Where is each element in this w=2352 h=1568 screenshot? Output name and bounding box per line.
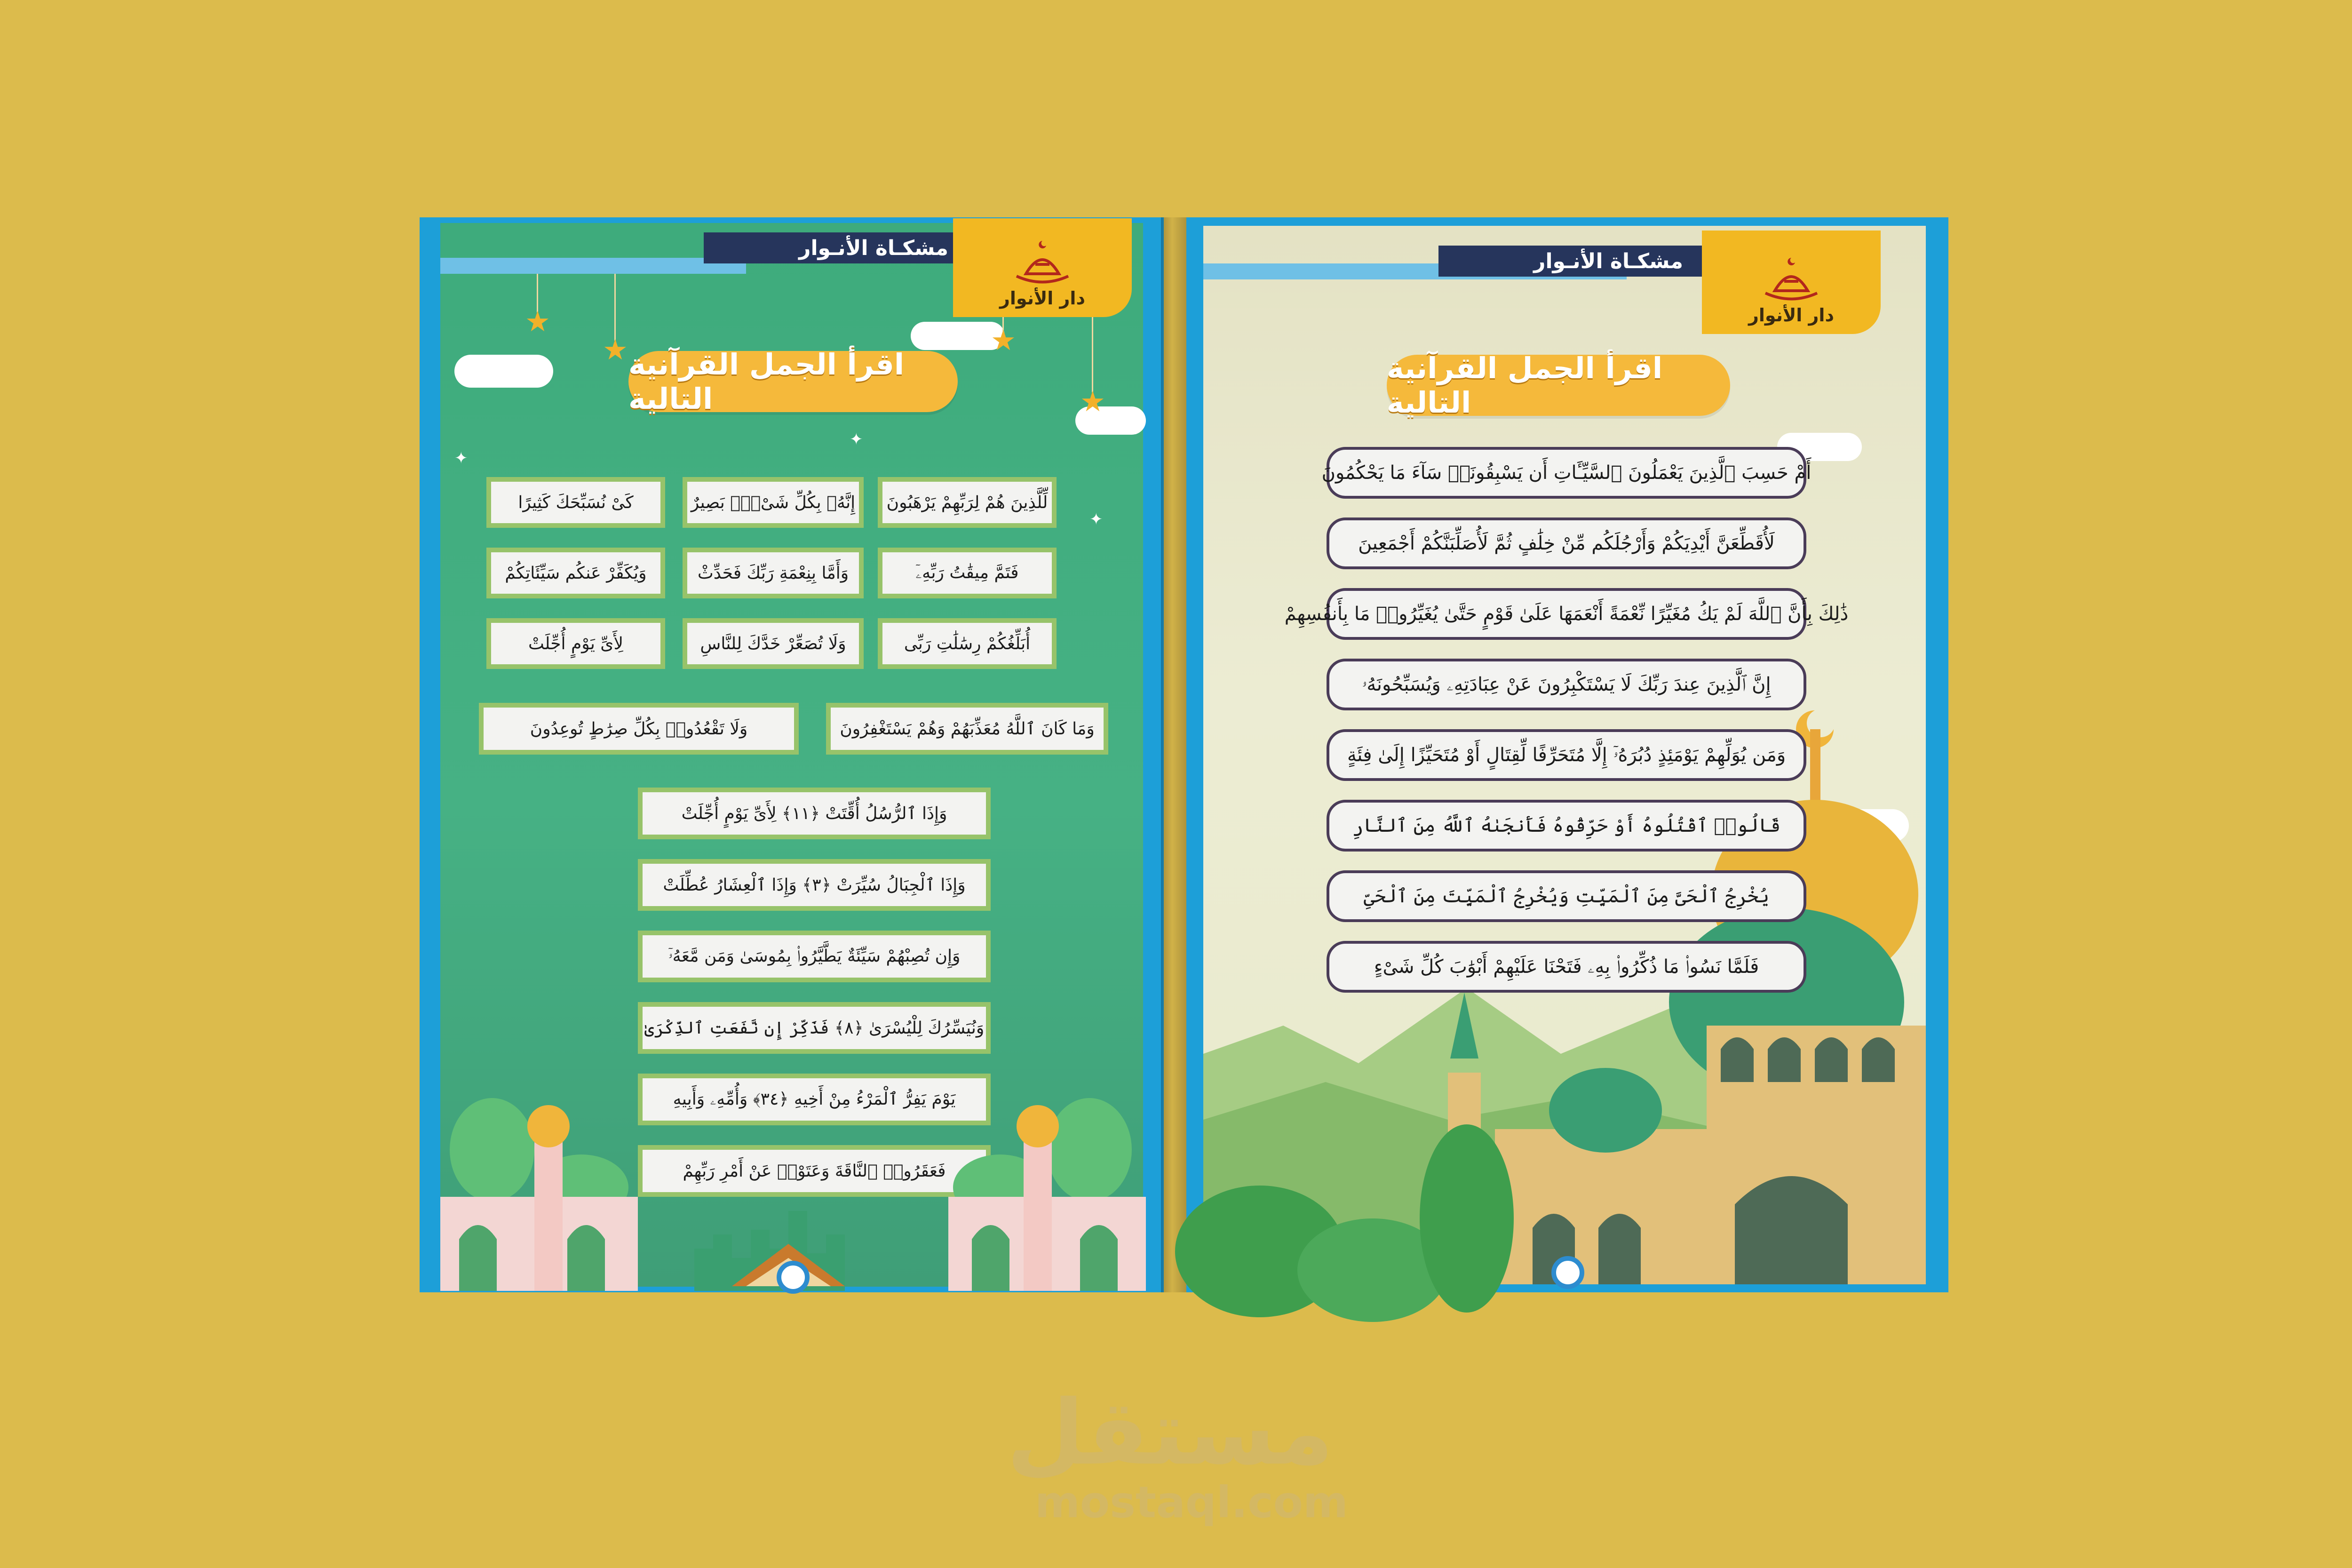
left-page [420,217,1164,1292]
sparkle-icon: ✦ [850,430,863,449]
page-header-bar [1438,246,1702,277]
verse-line: فَلَمَّا نَسُوا۟ مَا ذُكِّرُوا۟ بِهِۦ فَتَحْنَا عَلَيْهِمْ أَبْوَٰبَ كُلِّ شَىْءٍ [1327,941,1806,993]
page-title: اقرأ الجمل القرآنية التالية [1387,355,1730,416]
header-title: مشكـاة الأنـوار [799,236,948,260]
star-icon: ★ [1080,385,1105,418]
verse-tile: كَىْ نُسَبِّحَكَ كَثِيرًا [486,477,665,528]
book-spine [1161,217,1189,1292]
verse-line: ذَٰلِكَ بِأَنَّ ٱللَّهَ لَمْ يَكُ مُغَيِّرًا نِّعْمَةً أَنْعَمَهَا عَلَىٰ قَوْمٍ حَتَّىٰ يُغَيِّرُوا۟ مَا بِأَنفُسِهِمْ [1327,588,1806,640]
verse-line: وَإِن تُصِبْهُمْ سَيِّئَةٌ يَطَّيَّرُوا۟ بِمُوسَىٰ وَمَن مَّعَهُۥٓ [638,931,991,982]
header-title: مشكـاة الأنـوار [1534,249,1683,273]
watermark-arabic: مستقل [1007,1381,1334,1485]
mosque-logo-icon [1756,253,1827,305]
publisher-logo [953,218,1132,317]
verse-line: إِنَّ ٱلَّذِينَ عِندَ رَبِّكَ لَا يَسْتَكْبِرُونَ عَنْ عِبَادَتِهِۦ وَيُسَبِّحُونَهُۥ [1327,659,1806,710]
verse-tile-wide: وَمَا كَانَ ٱللَّهُ مُعَذِّبَهُمْ وَهُمْ يَسْتَغْفِرُونَ [826,703,1108,755]
watermark-latin: mostaql.com [1035,1477,1348,1528]
mosque-logo-icon [1007,236,1078,288]
verse-tile: وَلَا تُصَعِّرْ خَدَّكَ لِلنَّاسِ [683,618,864,669]
header-stripe [440,258,746,274]
verse-line: يَوْمَ يَفِرُّ ٱلْمَرْءُ مِنْ أَخِيهِ ﴿٣٤﴾ وَأُمِّهِۦ وَأَبِيهِ [638,1074,991,1125]
verse-line: يُخْرِجُ ٱلْحَىَّ مِنَ ٱلْمَيِّتِ وَيُخْرِجُ ٱلْمَيِّتَ مِنَ ٱلْحَىِّ [1327,870,1806,922]
verse-tile-wide: وَلَا تَقْعُدُوا۟ بِكُلِّ صِرَٰطٍ تُوعِدُونَ [479,703,799,755]
page-number-circle [777,1261,810,1294]
cloud-decoration [454,355,553,388]
left-page-content [440,223,1143,1287]
verse-line: أَمْ حَسِبَ ٱلَّذِينَ يَعْمَلُونَ ٱلسَّيِّـَٔاتِ أَن يَسْبِقُونَا۟ سَآءَ مَا يَحْكُمُونَ [1327,447,1806,499]
verse-tile: لِّلَّذِينَ هُمْ لِرَبِّهِمْ يَرْهَبُونَ [878,477,1057,528]
verse-tile: لِأَىِّ يَوْمٍ أُجِّلَتْ [486,618,665,669]
verse-tile: فَتَمَّ مِيقَٰتُ رَبِّهِۦٓ [878,548,1057,598]
verse-line: وَإِذَا ٱلرُّسُلُ أُقِّتَتْ ﴿١١﴾ لِأَىِّ يَوْمٍ أُجِّلَتْ [638,788,991,839]
verse-line: وَإِذَا ٱلْجِبَالُ سُيِّرَتْ ﴿٣﴾ وَإِذَا ٱلْعِشَارُ عُطِّلَتْ [638,859,991,911]
right-page-content [1203,226,1926,1284]
sparkle-icon: ✦ [454,449,468,468]
verse-line: فَعَقَرُوا۟ ٱلنَّاقَةَ وَعَتَوْا۟ عَنْ أَمْرِ رَبِّهِمْ [638,1145,991,1197]
sparkle-icon: ✦ [1089,510,1103,529]
logo-text: دار الأنوار [1748,305,1834,326]
mosque-illustration [440,1070,1146,1291]
verse-tile: وَيُكَفِّرْ عَنكُم سَيِّئَاتِكُمْ [486,548,665,598]
right-page [1186,217,1948,1292]
verse-line: قَالُوا۟ ٱقْتُلُوهُ أَوْ حَرِّقُوهُ فَأَنجَىٰهُ ٱللَّهُ مِنَ ٱلنَّارِ [1327,800,1806,852]
page-title: اقرأ الجمل القرآنية التالية [628,351,958,412]
star-icon: ★ [603,334,628,366]
star-icon: ★ [991,324,1016,357]
verse-line: وَنُيَسِّرُكَ لِلْيُسْرَىٰ ﴿٨﴾ فَذَكِّرْ إِن نَّفَعَتِ ٱلذِّكْرَىٰ [638,1002,991,1054]
verse-tile: وَأَمَّا بِنِعْمَةِ رَبِّكَ فَحَدِّثْ [683,548,864,598]
page-number-circle [1551,1256,1584,1289]
logo-text: دار الأنوار [1000,288,1085,309]
publisher-logo [1702,231,1881,334]
verse-tile: أُبَلِّغُكُمْ رِسَٰلَٰتِ رَبِّى [878,618,1057,669]
verse-tile: إِنَّهُۥ بِكُلِّ شَىْءٍۭ بَصِيرٌ [683,477,864,528]
page-header-bar [704,232,967,263]
verse-line: لَأُقَطِّعَنَّ أَيْدِيَكُمْ وَأَرْجُلَكُم مِّنْ خِلَٰفٍ ثُمَّ لَأُصَلِّبَنَّكُمْ أَجْمَعِينَ [1327,517,1806,569]
verse-line: وَمَن يُوَلِّهِمْ يَوْمَئِذٍ دُبُرَهُۥٓ إِلَّا مُتَحَرِّفًا لِّقِتَالٍ أَوْ مُتَحَيِّزًا إِلَىٰ فِئَةٍ [1327,729,1806,781]
star-icon: ★ [525,305,550,338]
